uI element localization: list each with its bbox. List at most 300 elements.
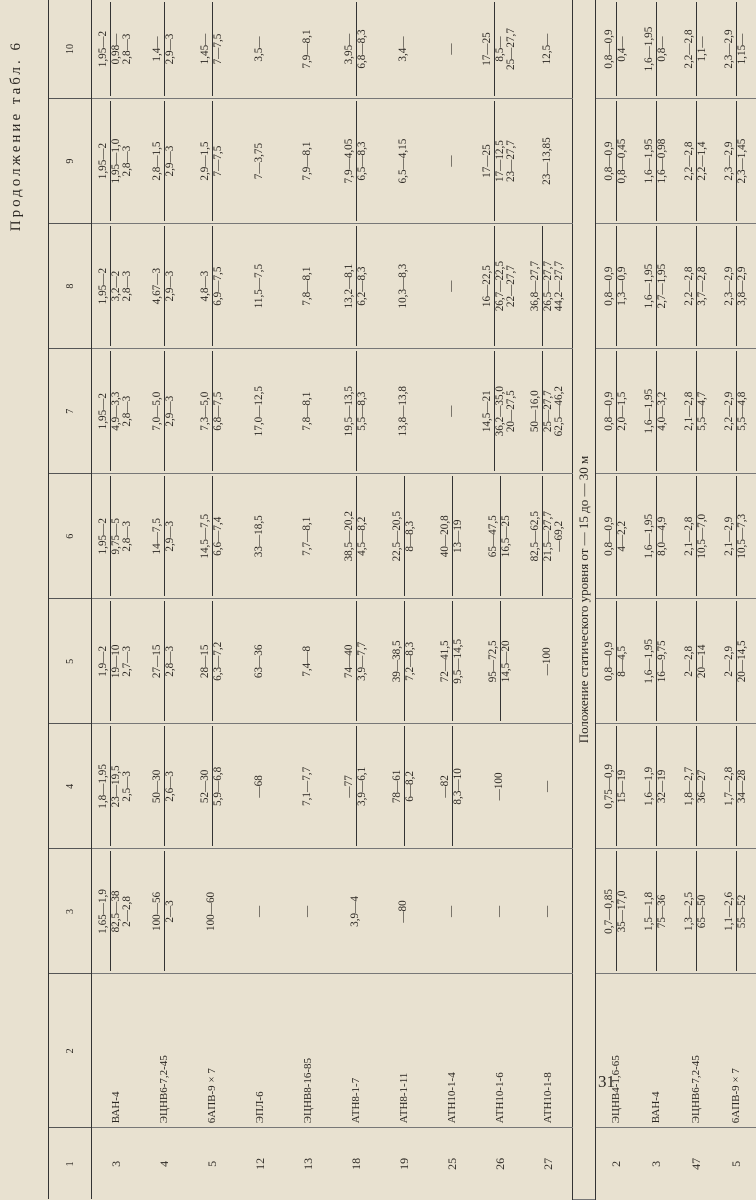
cell-value: 7,3—5,0 <box>200 351 213 471</box>
table-row <box>524 0 573 1200</box>
data-cell <box>380 724 428 849</box>
cell-value: 16—9,75 <box>655 640 668 683</box>
cell-values <box>302 101 314 221</box>
pump-name: ЭЦНВ8-16-85 <box>284 974 332 1128</box>
data-cell <box>428 349 476 474</box>
cell-value: 65—50 <box>695 894 708 929</box>
cell-values <box>604 476 629 596</box>
data-cell <box>428 99 476 224</box>
cell-values <box>644 601 669 721</box>
cell-value: 3,8—2,9 <box>735 266 748 306</box>
data-cell <box>428 849 476 974</box>
data-cell <box>596 474 637 599</box>
data-cell <box>236 99 284 224</box>
cell-values <box>542 726 554 846</box>
section-title: Положение статического уровня от — 15 до — 30 м <box>573 0 596 1200</box>
data-cell <box>676 474 716 599</box>
cell-value: 23—13,85 <box>541 137 554 185</box>
data-cell <box>428 0 476 99</box>
cell-values <box>206 851 218 971</box>
data-cell <box>92 599 141 724</box>
cell-values <box>98 726 134 846</box>
cell-value: 13—19 <box>451 519 464 554</box>
cell-values <box>302 476 314 596</box>
cell-values <box>98 601 134 721</box>
data-cell <box>140 849 188 974</box>
cell-value: 2,9—3 <box>163 520 176 552</box>
cell-value: 63—36 <box>253 644 266 679</box>
data-cell <box>92 349 141 474</box>
cell-values <box>344 601 369 721</box>
data-cell <box>524 224 573 349</box>
cell-values <box>200 726 225 846</box>
cell-value: 1,4— <box>152 2 165 96</box>
cell-value: 1,95—2 <box>98 351 111 471</box>
cell-value: — <box>541 905 554 918</box>
cell-value: 7,8—8,1 <box>301 266 314 306</box>
data-cell <box>636 599 676 724</box>
cell-value: 5,5—4,7 <box>695 391 708 431</box>
data-cell <box>380 599 428 724</box>
cell-value: 27—15 <box>152 601 165 721</box>
cell-values <box>344 351 369 471</box>
table-row <box>636 0 676 1200</box>
cell-value: 4,5—8,2 <box>355 516 368 556</box>
cell-values <box>254 226 266 346</box>
cell-values <box>482 101 518 221</box>
data-cell <box>524 99 573 224</box>
section-separator-row <box>573 0 596 1200</box>
data-cell <box>140 474 188 599</box>
cell-value: 2,9—3 <box>163 395 176 427</box>
cell-value: 0,8—0,9 <box>604 476 617 596</box>
cell-value: 2,1—2,8 <box>684 476 697 596</box>
cell-value: 1,6—1,9 <box>644 726 657 846</box>
column-header: 10 <box>49 0 92 99</box>
cell-value: 10,5—7,3 <box>735 513 748 559</box>
table-continuation-caption: Продолжение табл. 6 <box>8 40 24 232</box>
cell-values <box>644 476 669 596</box>
row-number: 47 <box>688 1157 703 1170</box>
cell-value: 2,8—3 <box>121 395 134 427</box>
data-cell <box>716 0 756 99</box>
data-cell <box>636 849 676 974</box>
data-cell <box>716 849 756 974</box>
cell-value: — <box>445 43 458 55</box>
cell-values <box>98 476 134 596</box>
cell-values <box>200 601 225 721</box>
cell-value: 4,8—3 <box>200 226 213 346</box>
data-cell <box>380 349 428 474</box>
cell-value: 8,3—10 <box>451 768 464 805</box>
cell-value: 0,7—0,85 <box>604 851 617 971</box>
cell-value: 2,3—2,9 <box>724 101 737 221</box>
cell-values <box>254 726 266 846</box>
cell-value: 25—27,7 <box>541 390 554 433</box>
cell-value: 7,8—8,1 <box>301 391 314 431</box>
table-row <box>596 0 637 1200</box>
cell-values <box>302 2 314 96</box>
pump-name: 6АПВ-9 × 7 <box>188 974 236 1128</box>
data-cell <box>332 474 380 599</box>
cell-values <box>604 726 629 846</box>
data-cell <box>428 474 476 599</box>
data-cell <box>92 224 141 349</box>
cell-value: 13,2—8,1 <box>344 226 357 346</box>
cell-value: 2,8—3 <box>121 520 134 552</box>
cell-values <box>344 476 369 596</box>
data-cell <box>284 724 332 849</box>
cell-value: 7,2—8,3 <box>403 641 416 681</box>
data-cell <box>380 849 428 974</box>
data-cell <box>284 349 332 474</box>
cell-values <box>724 2 749 96</box>
pump-name: ЭПЛ-6 <box>236 974 284 1128</box>
cell-value: 32—19 <box>655 769 668 804</box>
cell-values <box>98 101 134 221</box>
cell-value: 7,0—5,0 <box>152 351 165 471</box>
cell-values <box>604 101 629 221</box>
cell-value: 2,2—1,4 <box>695 141 708 181</box>
data-cell <box>188 349 236 474</box>
cell-values <box>446 2 458 96</box>
data-cell <box>676 349 716 474</box>
cell-value: 1,3—0,9 <box>615 266 628 306</box>
data-cell <box>380 224 428 349</box>
cell-values <box>724 351 749 471</box>
cell-value: 3,5— <box>253 36 266 62</box>
cell-value: 7,1—7,7 <box>301 766 314 806</box>
cell-values <box>302 851 314 971</box>
data-cell <box>476 849 524 974</box>
data-cell <box>676 224 716 349</box>
cell-value: 2,2—2,8 <box>684 101 697 221</box>
cell-value: 1,95—2 <box>98 476 111 596</box>
cell-values <box>302 226 314 346</box>
row-number: 2 <box>608 1160 623 1167</box>
cell-value: 2,2—2,8 <box>684 2 697 96</box>
cell-value: — <box>445 405 458 417</box>
cell-value: — <box>493 905 506 918</box>
cell-value: 6,5—8,3 <box>355 141 368 181</box>
row-number: 27 <box>540 1157 555 1170</box>
cell-value: 4,0—3,2 <box>655 391 668 431</box>
data-cell <box>188 599 236 724</box>
cell-values <box>98 226 134 346</box>
row-number: 19 <box>396 1157 411 1170</box>
cell-value: 3,9—7,7 <box>355 641 368 681</box>
cell-value: 20—14 <box>695 644 708 679</box>
cell-values <box>604 351 629 471</box>
cell-value: 22—27,7 <box>505 265 518 308</box>
cell-value: 5,5—8,3 <box>355 391 368 431</box>
cell-value: 12,5— <box>541 33 554 65</box>
cell-values <box>350 851 362 971</box>
cell-values <box>482 226 518 346</box>
cell-value: 13,8—13,8 <box>397 386 410 437</box>
cell-value: 8—8,3 <box>403 520 416 552</box>
cell-values <box>98 351 134 471</box>
data-cell <box>236 474 284 599</box>
cell-values <box>494 851 506 971</box>
cell-value: 100—60 <box>205 891 218 932</box>
cell-value: 4,9—3,3 <box>109 391 122 431</box>
data-cell <box>596 224 637 349</box>
cell-values <box>254 2 266 96</box>
cell-values <box>684 851 709 971</box>
row-number: 18 <box>348 1157 363 1170</box>
pump-name: ЭЦНВ6-7,2-45 <box>140 974 188 1128</box>
cell-value: 1,6—1,95 <box>644 351 657 471</box>
cell-values <box>604 851 629 971</box>
cell-values <box>724 726 749 846</box>
cell-value: 1,1—2,6 <box>724 851 737 971</box>
cell-value: —77 <box>344 726 357 846</box>
data-cell <box>636 99 676 224</box>
data-cell <box>716 99 756 224</box>
cell-values <box>200 226 225 346</box>
table-row <box>380 0 428 1200</box>
cell-values <box>530 226 566 346</box>
cell-values <box>644 101 669 221</box>
cell-value: —69,2 <box>553 520 566 552</box>
data-cell <box>524 599 573 724</box>
cell-values <box>446 851 458 971</box>
cell-value: 16—22,5 <box>482 226 495 346</box>
data-cell <box>676 849 716 974</box>
data-cell <box>428 599 476 724</box>
data-cell <box>476 724 524 849</box>
cell-value: —68 <box>253 775 266 798</box>
data-cell <box>524 474 573 599</box>
column-header: 4 <box>49 724 92 849</box>
cell-values <box>446 101 458 221</box>
cell-value: 23—27,7 <box>505 140 518 183</box>
data-cell <box>140 599 188 724</box>
cell-value: 4—2,2 <box>615 520 628 552</box>
table-header-row <box>49 0 92 1200</box>
cell-value: 50—30 <box>152 726 165 846</box>
data-cell <box>332 849 380 974</box>
cell-value: 38,5—20,2 <box>344 476 357 596</box>
pump-data-table <box>48 0 756 1200</box>
cell-value: — <box>445 155 458 167</box>
cell-value: 6,6—7,4 <box>211 516 224 556</box>
data-cell <box>676 99 716 224</box>
cell-values <box>254 476 266 596</box>
data-cell <box>428 224 476 349</box>
cell-values <box>724 476 749 596</box>
cell-values <box>398 101 410 221</box>
cell-values <box>152 851 177 971</box>
data-cell <box>92 474 141 599</box>
table-row <box>332 0 380 1200</box>
cell-values <box>98 2 134 96</box>
cell-value: 0,8—0,9 <box>604 351 617 471</box>
row-number: 25 <box>444 1157 459 1170</box>
cell-value: 36,2—35,0 <box>493 386 506 437</box>
cell-value: 6,5—4,15 <box>397 138 410 184</box>
cell-value: 8—4,5 <box>615 645 628 677</box>
cell-values <box>398 351 410 471</box>
data-cell <box>636 474 676 599</box>
cell-value: — <box>445 280 458 292</box>
data-cell <box>284 849 332 974</box>
cell-values <box>604 601 629 721</box>
cell-value: 7—7,5 <box>211 145 224 177</box>
cell-value: 72—41,5 <box>440 601 453 721</box>
cell-value: 16,5—25 <box>499 515 512 558</box>
column-header: 6 <box>49 474 92 599</box>
cell-value: 2,2—2,8 <box>684 226 697 346</box>
cell-values <box>644 226 669 346</box>
cell-value: 19—10 <box>109 644 122 679</box>
cell-value: 11,5—7,5 <box>253 263 266 309</box>
data-cell <box>524 349 573 474</box>
cell-values <box>684 601 709 721</box>
cell-value: 55—52 <box>735 894 748 929</box>
data-cell <box>332 99 380 224</box>
data-cell <box>140 724 188 849</box>
cell-value: 1,6—1,95 <box>644 476 657 596</box>
cell-value: 2,7—3 <box>121 645 134 677</box>
data-cell <box>332 0 380 99</box>
cell-value: 0,75—0,9 <box>604 726 617 846</box>
cell-value: 5,9—6,8 <box>211 766 224 806</box>
cell-value: 2—2,8 <box>121 896 134 927</box>
row-number: 5 <box>728 1160 743 1167</box>
cell-value: 7,7—8,1 <box>301 516 314 556</box>
cell-value: 82,5—38 <box>109 890 122 933</box>
table-row <box>236 0 284 1200</box>
data-cell <box>380 0 428 99</box>
cell-value: 1,6—1,95 <box>644 2 657 96</box>
cell-value: 2,5—3 <box>121 771 134 802</box>
cell-value: 22,5—20,5 <box>392 476 405 596</box>
cell-values <box>644 2 669 96</box>
cell-value: 1,7—2,8 <box>724 726 737 846</box>
pump-name: 6АПВ-9 × 7 <box>716 974 756 1128</box>
cell-value: 1,3—2,5 <box>684 851 697 971</box>
cell-value: 2,0—1,5 <box>615 391 628 431</box>
row-number: 3 <box>108 1160 123 1167</box>
cell-value: 2,3—1,45 <box>735 138 748 184</box>
column-header: 3 <box>49 849 92 974</box>
cell-value: 2,1—2,8 <box>684 351 697 471</box>
data-cell <box>476 0 524 99</box>
data-cell <box>236 0 284 99</box>
cell-value: 15—19 <box>615 769 628 804</box>
data-cell <box>596 349 637 474</box>
cell-values <box>254 851 266 971</box>
cell-value: 39—38,5 <box>392 601 405 721</box>
data-cell <box>284 99 332 224</box>
cell-values <box>494 726 506 846</box>
cell-value: 3,7—2,8 <box>695 266 708 306</box>
data-cell <box>236 599 284 724</box>
data-cell <box>92 724 141 849</box>
cell-value: 20—14,5 <box>735 640 748 683</box>
data-cell <box>524 0 573 99</box>
cell-values <box>302 351 314 471</box>
cell-value: 2,8—3 <box>121 33 134 65</box>
data-cell <box>380 99 428 224</box>
cell-value: 9,5—14,5 <box>451 638 464 684</box>
data-cell <box>332 224 380 349</box>
data-cell <box>476 99 524 224</box>
data-cell <box>636 0 676 99</box>
cell-value: 52—30 <box>200 726 213 846</box>
cell-values <box>440 601 465 721</box>
cell-value: 7,4—8 <box>301 645 314 677</box>
cell-value: 17—25 <box>482 101 495 221</box>
cell-values <box>684 351 709 471</box>
data-cell <box>476 599 524 724</box>
row-number: 26 <box>492 1157 507 1170</box>
cell-value: 2,8—1,5 <box>152 101 165 221</box>
cell-value: 7—7,5 <box>211 33 224 65</box>
row-number: 3 <box>648 1160 663 1167</box>
cell-values <box>440 476 465 596</box>
data-cell <box>188 0 236 99</box>
cell-values <box>542 851 554 971</box>
column-header: 5 <box>49 599 92 724</box>
cell-values <box>392 476 417 596</box>
cell-value: 3,4— <box>397 36 410 62</box>
cell-values <box>254 351 266 471</box>
cell-value: 95—72,5 <box>488 601 501 721</box>
pump-name: АТН8-1-11 <box>380 974 428 1128</box>
cell-values <box>684 2 709 96</box>
column-header: 7 <box>49 349 92 474</box>
data-cell <box>716 724 756 849</box>
cell-value: 1,6—0,98 <box>655 138 668 184</box>
cell-value: 2,8—3 <box>121 145 134 177</box>
cell-values <box>152 101 177 221</box>
cell-value: —100 <box>493 772 506 801</box>
cell-values <box>530 351 566 471</box>
page-number: 31 <box>598 1072 615 1091</box>
column-header: 8 <box>49 224 92 349</box>
data-cell <box>284 224 332 349</box>
cell-value: 6,8—7,5 <box>211 391 224 431</box>
cell-value: 6,2—8,3 <box>355 266 368 306</box>
data-cell <box>476 224 524 349</box>
data-cell <box>92 0 141 99</box>
data-cell <box>636 224 676 349</box>
cell-values <box>398 226 410 346</box>
cell-value: — <box>253 905 266 918</box>
cell-values <box>200 101 225 221</box>
data-cell <box>140 0 188 99</box>
cell-values <box>152 726 177 846</box>
cell-value: 1,15— <box>735 33 748 65</box>
cell-values <box>200 351 225 471</box>
cell-value: 0,8—0,9 <box>604 226 617 346</box>
data-cell <box>716 224 756 349</box>
cell-values <box>344 2 369 96</box>
cell-value: 0,8—0,9 <box>604 601 617 721</box>
cell-value: 2,8—3 <box>121 270 134 302</box>
cell-values <box>604 2 629 96</box>
cell-value: 40—20,8 <box>440 476 453 596</box>
cell-value: 1,6—1,95 <box>644 226 657 346</box>
table-row <box>92 0 141 1200</box>
cell-values <box>724 601 749 721</box>
data-cell <box>524 849 573 974</box>
data-cell <box>284 599 332 724</box>
cell-value: 82,5—62,5 <box>530 476 543 596</box>
